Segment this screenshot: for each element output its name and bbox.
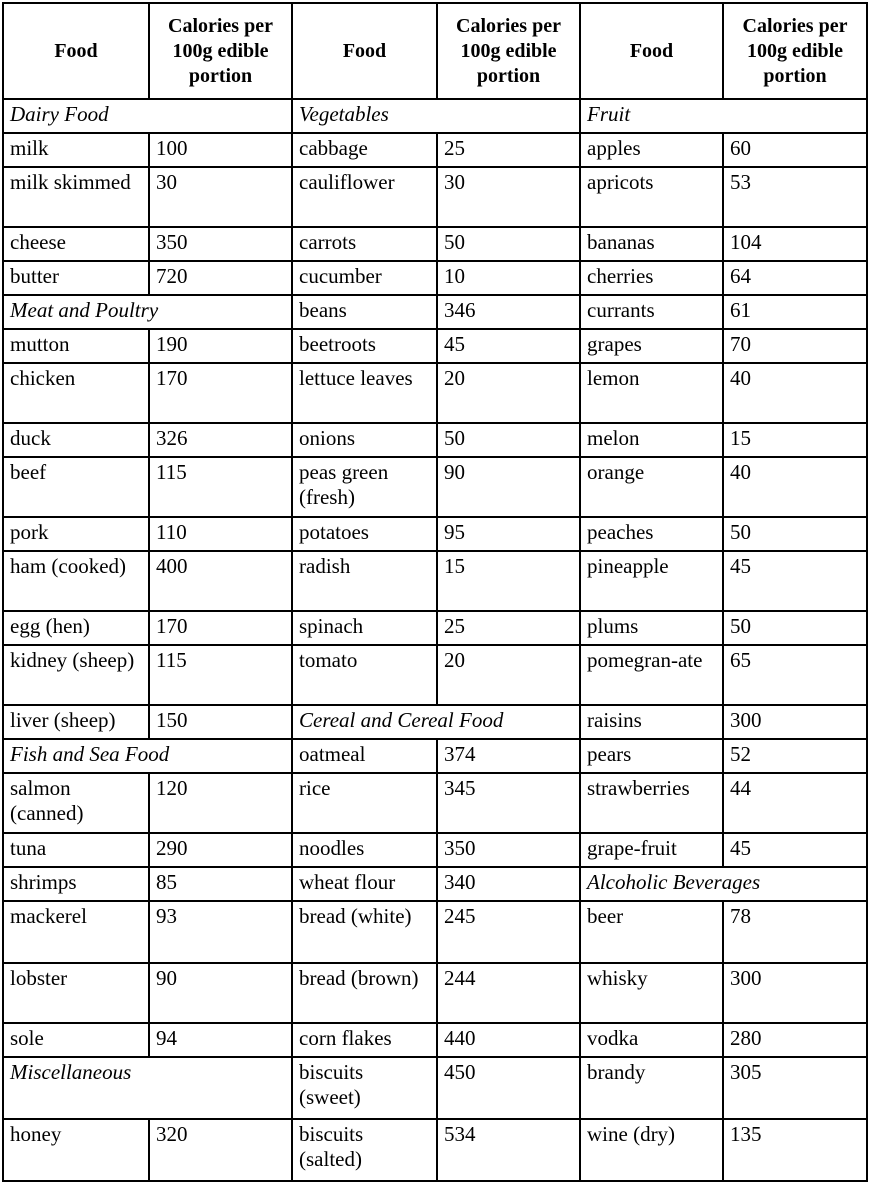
calorie-value: 346 <box>437 295 580 329</box>
section-heading: Miscellaneous <box>3 1057 292 1119</box>
food-name: raisins <box>580 705 723 739</box>
food-name: biscuits (salted) <box>292 1119 437 1181</box>
calorie-value: 45 <box>723 833 867 867</box>
food-name: whisky <box>580 963 723 1023</box>
food-name: beans <box>292 295 437 329</box>
header-food: Food <box>3 3 149 99</box>
header-food: Food <box>580 3 723 99</box>
food-name: lemon <box>580 363 723 423</box>
food-name: milk <box>3 133 149 167</box>
food-name: egg (hen) <box>3 611 149 645</box>
food-name: milk skimmed <box>3 167 149 227</box>
calorie-value: 170 <box>149 363 292 423</box>
calorie-value: 90 <box>437 457 580 517</box>
section-heading: Alcoholic Beverages <box>580 867 867 901</box>
food-name: lettuce leaves <box>292 363 437 423</box>
calorie-value: 50 <box>723 517 867 551</box>
food-name: bread (brown) <box>292 963 437 1023</box>
food-name: peaches <box>580 517 723 551</box>
food-name: duck <box>3 423 149 457</box>
calorie-value: 64 <box>723 261 867 295</box>
calorie-value: 120 <box>149 773 292 833</box>
food-name: grape-fruit <box>580 833 723 867</box>
section-heading: Meat and Poultry <box>3 295 292 329</box>
food-name: strawberries <box>580 773 723 833</box>
calorie-value: 534 <box>437 1119 580 1181</box>
food-name: salmon (canned) <box>3 773 149 833</box>
section-heading: Cereal and Cereal Food <box>292 705 580 739</box>
table-row <box>3 423 867 457</box>
calorie-value: 25 <box>437 611 580 645</box>
food-name: honey <box>3 1119 149 1181</box>
table-row <box>3 363 867 423</box>
table-body <box>3 99 867 1181</box>
calorie-value: 110 <box>149 517 292 551</box>
food-name: radish <box>292 551 437 611</box>
calorie-value: 305 <box>723 1057 867 1119</box>
calorie-value: 93 <box>149 901 292 963</box>
calorie-value: 190 <box>149 329 292 363</box>
table-row <box>3 329 867 363</box>
calorie-value: 290 <box>149 833 292 867</box>
calorie-table <box>2 2 868 1182</box>
food-name: cabbage <box>292 133 437 167</box>
calorie-value: 61 <box>723 295 867 329</box>
table-row <box>3 261 867 295</box>
food-name: plums <box>580 611 723 645</box>
food-name: noodles <box>292 833 437 867</box>
food-name: beetroots <box>292 329 437 363</box>
calorie-value: 50 <box>723 611 867 645</box>
calorie-value: 350 <box>149 227 292 261</box>
table-row <box>3 901 867 963</box>
table-row <box>3 99 867 133</box>
table-row <box>3 227 867 261</box>
table-row <box>3 551 867 611</box>
food-name: cauliflower <box>292 167 437 227</box>
food-name: cheese <box>3 227 149 261</box>
calorie-value: 50 <box>437 227 580 261</box>
calorie-value: 340 <box>437 867 580 901</box>
calorie-value: 115 <box>149 457 292 517</box>
table-row <box>3 867 867 901</box>
food-name: sole <box>3 1023 149 1057</box>
calorie-value: 450 <box>437 1057 580 1119</box>
calorie-value: 30 <box>437 167 580 227</box>
food-name: pork <box>3 517 149 551</box>
calorie-value: 374 <box>437 739 580 773</box>
food-name: grapes <box>580 329 723 363</box>
calorie-value: 345 <box>437 773 580 833</box>
calorie-value: 94 <box>149 1023 292 1057</box>
table-row <box>3 1119 867 1181</box>
calorie-value: 53 <box>723 167 867 227</box>
table-row <box>3 739 867 773</box>
calorie-value: 40 <box>723 363 867 423</box>
food-name: butter <box>3 261 149 295</box>
calorie-value: 15 <box>437 551 580 611</box>
table-row <box>3 457 867 517</box>
calorie-value: 10 <box>437 261 580 295</box>
food-name: wine (dry) <box>580 1119 723 1181</box>
calorie-value: 400 <box>149 551 292 611</box>
calorie-value: 85 <box>149 867 292 901</box>
food-name: oatmeal <box>292 739 437 773</box>
table-row <box>3 517 867 551</box>
calorie-value: 104 <box>723 227 867 261</box>
calorie-value: 30 <box>149 167 292 227</box>
calorie-value: 15 <box>723 423 867 457</box>
header-calories: Calories per 100g edible portion <box>723 3 867 99</box>
calorie-value: 70 <box>723 329 867 363</box>
food-name: ham (cooked) <box>3 551 149 611</box>
header-calories: Calories per 100g edible portion <box>149 3 292 99</box>
calorie-value: 135 <box>723 1119 867 1181</box>
calorie-value: 20 <box>437 645 580 705</box>
table-row <box>3 1057 867 1119</box>
food-name: liver (sheep) <box>3 705 149 739</box>
calorie-value: 52 <box>723 739 867 773</box>
food-name: wheat flour <box>292 867 437 901</box>
header-calories: Calories per 100g edible portion <box>437 3 580 99</box>
calorie-value: 245 <box>437 901 580 963</box>
food-name: beef <box>3 457 149 517</box>
calorie-value: 280 <box>723 1023 867 1057</box>
section-heading: Dairy Food <box>3 99 292 133</box>
food-name: pineapple <box>580 551 723 611</box>
food-name: tomato <box>292 645 437 705</box>
food-name: cherries <box>580 261 723 295</box>
food-name: spinach <box>292 611 437 645</box>
table-row <box>3 645 867 705</box>
table-row <box>3 773 867 833</box>
calorie-value: 25 <box>437 133 580 167</box>
calorie-value: 90 <box>149 963 292 1023</box>
header-food: Food <box>292 3 437 99</box>
table-row <box>3 833 867 867</box>
calorie-value: 45 <box>437 329 580 363</box>
food-name: currants <box>580 295 723 329</box>
food-name: vodka <box>580 1023 723 1057</box>
calorie-value: 720 <box>149 261 292 295</box>
calorie-value: 65 <box>723 645 867 705</box>
food-name: orange <box>580 457 723 517</box>
calorie-value: 326 <box>149 423 292 457</box>
calorie-value: 44 <box>723 773 867 833</box>
food-name: carrots <box>292 227 437 261</box>
calorie-value: 60 <box>723 133 867 167</box>
food-name: pomegran-ate <box>580 645 723 705</box>
calorie-value: 100 <box>149 133 292 167</box>
food-name: brandy <box>580 1057 723 1119</box>
table-row <box>3 611 867 645</box>
food-name: peas green (fresh) <box>292 457 437 517</box>
food-name: bananas <box>580 227 723 261</box>
food-name: corn flakes <box>292 1023 437 1057</box>
table-row <box>3 963 867 1023</box>
calorie-value: 320 <box>149 1119 292 1181</box>
food-name: mackerel <box>3 901 149 963</box>
section-heading: Fruit <box>580 99 867 133</box>
food-name: bread (white) <box>292 901 437 963</box>
calorie-value: 78 <box>723 901 867 963</box>
food-name: tuna <box>3 833 149 867</box>
food-name: mutton <box>3 329 149 363</box>
calorie-value: 244 <box>437 963 580 1023</box>
section-heading: Fish and Sea Food <box>3 739 292 773</box>
calorie-value: 20 <box>437 363 580 423</box>
food-name: cucumber <box>292 261 437 295</box>
calorie-value: 300 <box>723 705 867 739</box>
calorie-value: 115 <box>149 645 292 705</box>
calorie-value: 45 <box>723 551 867 611</box>
table-row <box>3 167 867 227</box>
food-name: biscuits (sweet) <box>292 1057 437 1119</box>
food-name: lobster <box>3 963 149 1023</box>
table-row <box>3 705 867 739</box>
food-name: melon <box>580 423 723 457</box>
food-name: rice <box>292 773 437 833</box>
calorie-value: 50 <box>437 423 580 457</box>
food-name: pears <box>580 739 723 773</box>
food-name: apricots <box>580 167 723 227</box>
calorie-value: 40 <box>723 457 867 517</box>
food-name: shrimps <box>3 867 149 901</box>
food-name: chicken <box>3 363 149 423</box>
section-heading: Vegetables <box>292 99 580 133</box>
header-row <box>3 3 867 99</box>
food-name: kidney (sheep) <box>3 645 149 705</box>
calorie-value: 170 <box>149 611 292 645</box>
calorie-value: 150 <box>149 705 292 739</box>
table-row <box>3 295 867 329</box>
food-name: beer <box>580 901 723 963</box>
food-name: apples <box>580 133 723 167</box>
calorie-value: 440 <box>437 1023 580 1057</box>
food-name: onions <box>292 423 437 457</box>
food-name: potatoes <box>292 517 437 551</box>
table-row <box>3 1023 867 1057</box>
calorie-value: 300 <box>723 963 867 1023</box>
calorie-value: 95 <box>437 517 580 551</box>
calorie-value: 350 <box>437 833 580 867</box>
table-row <box>3 133 867 167</box>
